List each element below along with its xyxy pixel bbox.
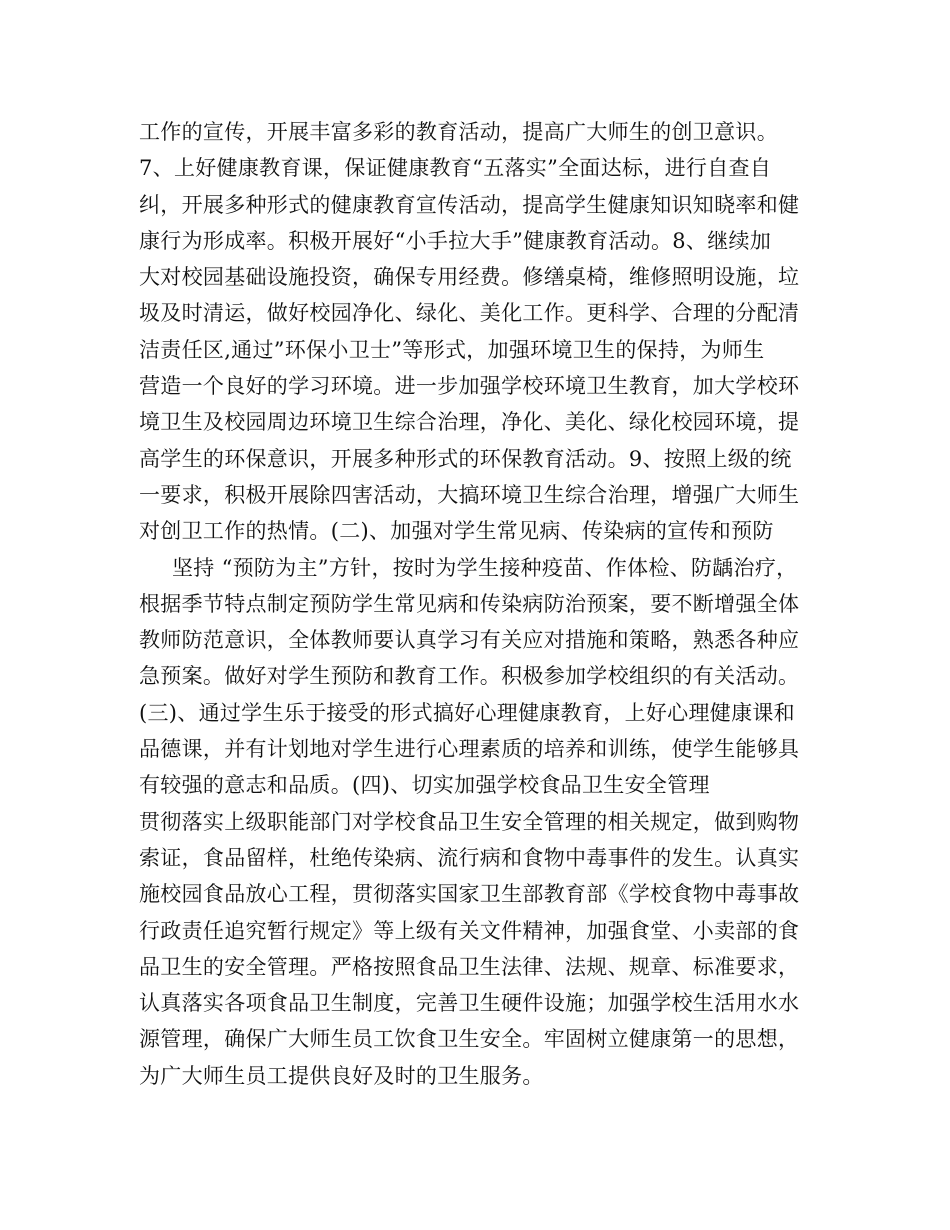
text-line-10: 高学生的环保意识，开展多种形式的环保教育活动。9、按照上级的统 [139, 446, 792, 471]
text-line-27: 为广大师生员工提供良好及时的卫生服务。 [139, 1063, 544, 1088]
text-line-8: 营造一个良好的学习环境。进一步加强学校环境卫生教育，加大学校环 [139, 374, 800, 399]
text-line-12: 对创卫工作的热情。(二)、加强对学生常见病、传染病的宣传和预防 [139, 519, 774, 544]
text-line-6: 圾及时清运，做好校园净化、绿化、美化工作。更科学、合理的分配清 [139, 301, 800, 326]
text-line-17: (三)、通过学生乐于接受的形式搞好心理健康教育，上好心理健康课和 [139, 700, 795, 725]
text-line-5: 大对校园基础设施投资，确保专用经费。修缮桌椅，维修照明设施，垃 [139, 265, 800, 290]
text-line-15: 教师防范意识，全体教师要认真学习有关应对措施和策略，熟悉各种应 [139, 628, 800, 653]
text-line-22: 施校园食品放心工程，贯彻落实国家卫生部教育部《学校食物中毒事故 [139, 882, 800, 907]
text-line-14: 根据季节特点制定预防学生常见病和传染病防治预案，要不断增强全体 [139, 591, 800, 616]
text-line-1: 工作的宣传，开展丰富多彩的教育活动，提高广大师生的创卫意识。 [139, 120, 778, 144]
text-line-4: 康行为形成率。积极开展好“小手拉大手”健康教育活动。8、继续加 [139, 228, 772, 253]
text-line-20: 贯彻落实上级职能部门对学校食品卫生安全管理的相关规定，做到购物 [139, 809, 800, 834]
text-line-11: 一要求，积极开展除四害活动，大搞环境卫生综合治理，增强广大师生 [139, 482, 800, 507]
text-line-24: 品卫生的安全管理。严格按照食品卫生法律、法规、规章、标准要求， [139, 954, 800, 979]
text-line-25: 认真落实各项食品卫生制度，完善卫生硬件设施；加强学校生活用水水 [139, 991, 800, 1016]
text-line-21: 索证，食品留样，杜绝传染病、流行病和食物中毒事件的发生。认真实 [139, 845, 800, 870]
text-line-13: 坚持 “预防为主”方针，按时为学生接种疫苗、作体检、防龋治疗， [172, 555, 798, 580]
text-line-3: 纠，开展多种形式的健康教育宣传活动，提高学生健康知识知晓率和健 [139, 192, 800, 217]
text-line-18: 品德课，并有计划地对学生进行心理素质的培养和训练，使学生能够具 [139, 737, 800, 762]
document-body [139, 114, 839, 1094]
text-line-9: 境卫生及校园周边环境卫生综合治理，净化、美化、绿化校园环境，提 [139, 410, 800, 435]
text-line-26: 源管理，确保广大师生员工饮食卫生安全。牢固树立健康第一的思想， [139, 1027, 800, 1052]
text-line-7: 洁责任区,通过”环保小卫士”等形式，加强环境卫生的保持，为师生 [139, 337, 765, 362]
text-line-16: 急预案。做好对学生预防和教育工作。积极参加学校组织的有关活动。 [139, 664, 800, 689]
text-line-2: 7、上好健康教育课，保证健康教育“五落实”全面达标，进行自查自 [139, 156, 772, 181]
text-line-23: 行政责任追究暂行规定》等上级有关文件精神，加强食堂、小卖部的食 [139, 918, 800, 943]
text-line-19: 有较强的意志和品质。(四)、切实加强学校食品卫生安全管理 [139, 773, 710, 798]
